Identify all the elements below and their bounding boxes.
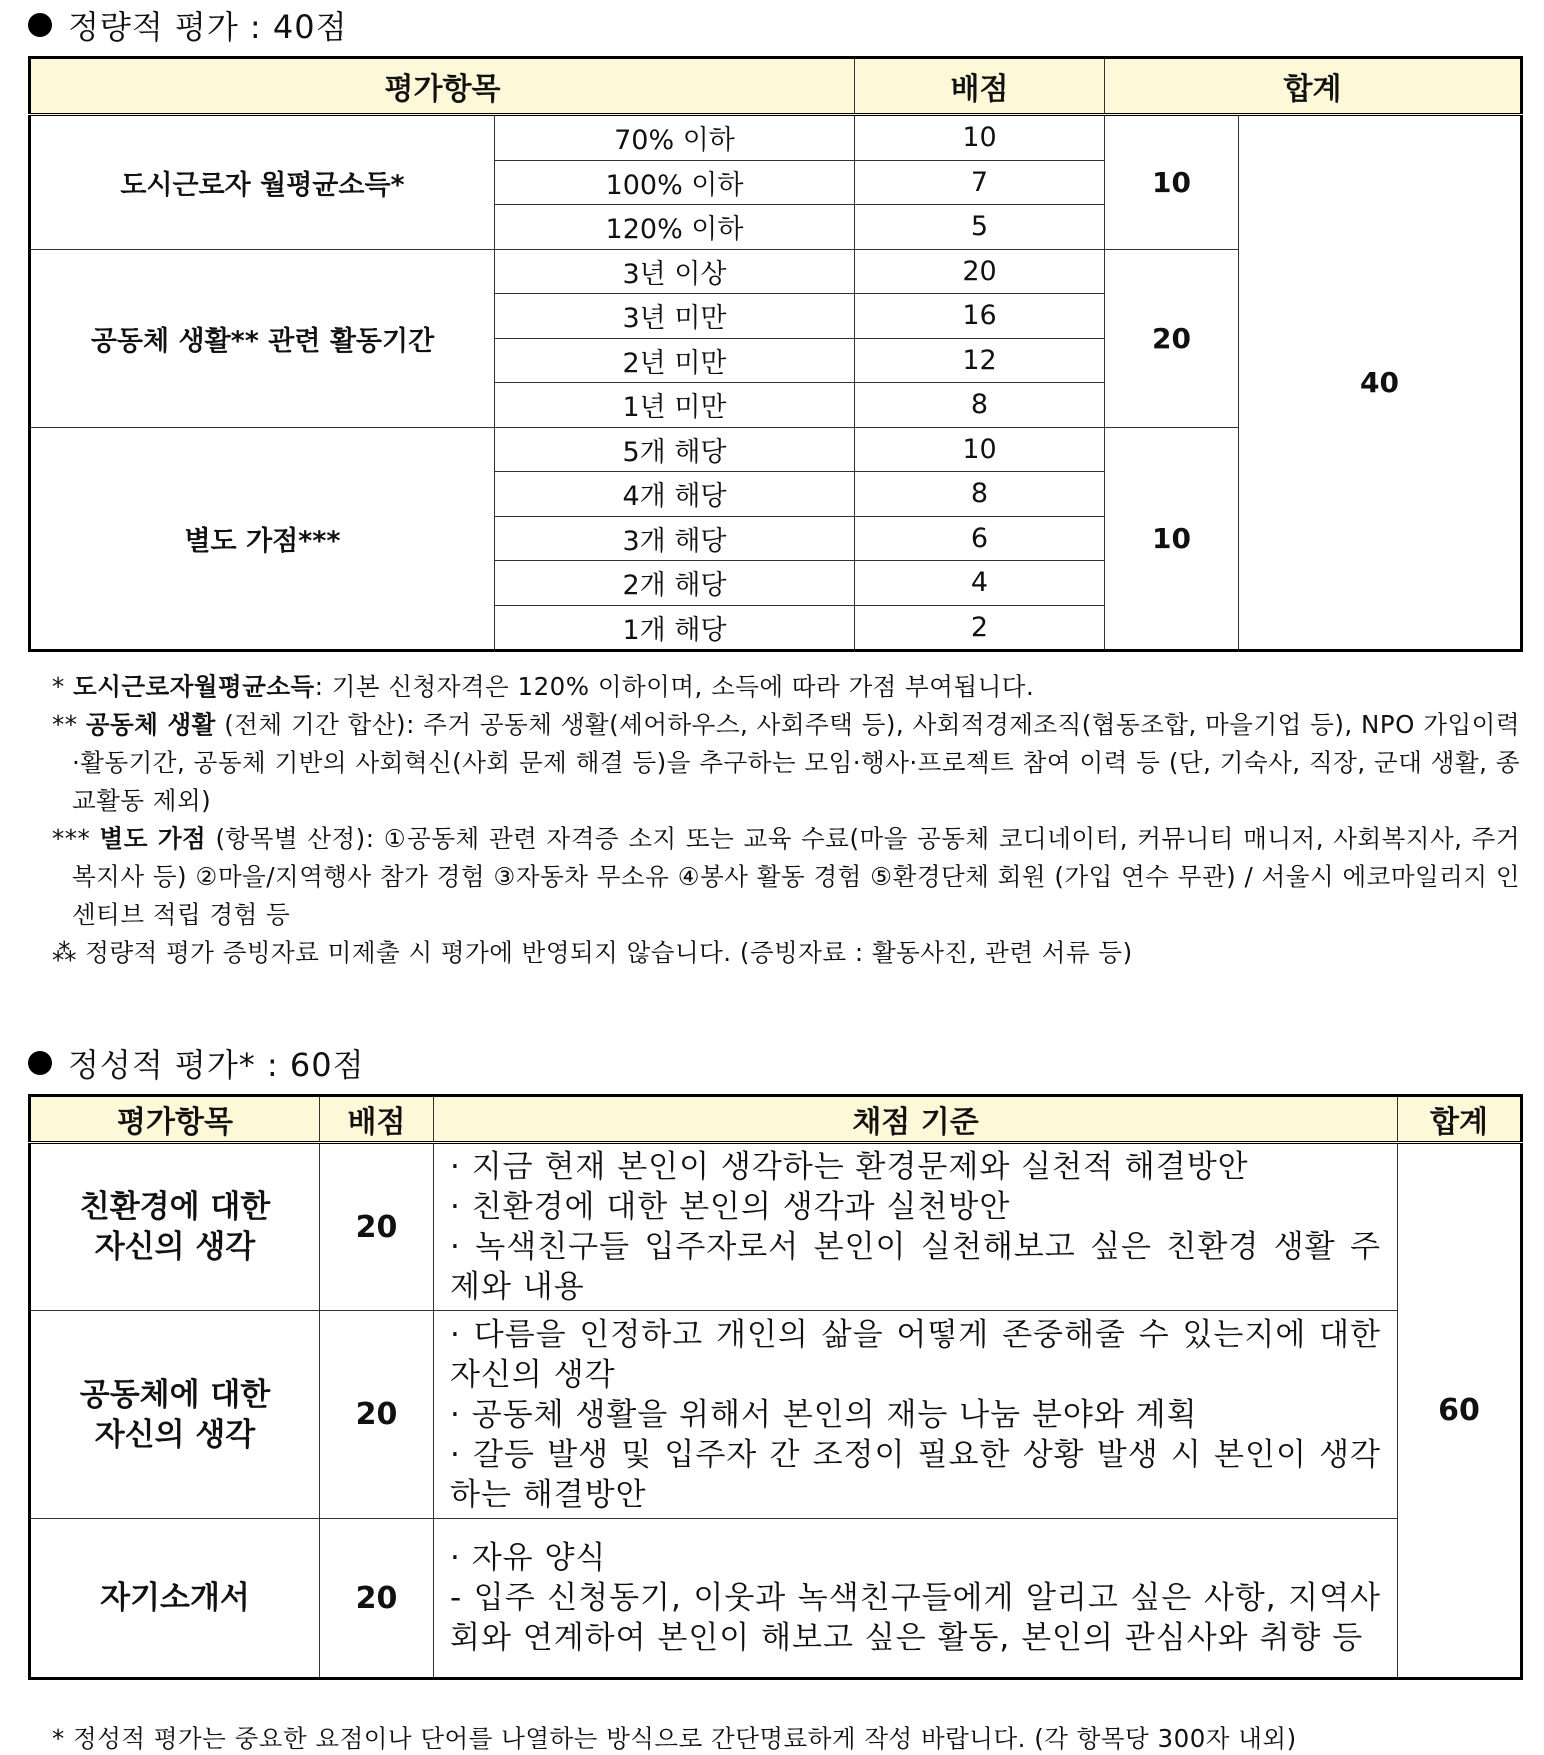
note-term: 별도 가점 xyxy=(99,824,207,853)
qualitative-header-row xyxy=(30,1096,1522,1143)
header-sum: 합계 xyxy=(1105,58,1522,115)
criteria-line: · 다름을 인정하고 개인의 삶을 어떻게 존중해줄 수 있는지에 대한 자신의 생각 xyxy=(450,1316,1381,1393)
note-text: (전체 기간 합산): 주거 공동체 생활(셰어하우스, 사회주택 등), 사회적경제조직(협동조합, 마을기업 등), NPO 가입이력·활동기간, 공동체 기반의 사회혁신(사회 문제 해결 등)을 추구하는 모임·행사·프로젝트 참여 이력 등 (단, 기숙사, 직장, 군대 생활, 종교활동 제외) xyxy=(72,710,1520,815)
criteria-cell xyxy=(434,1143,1398,1311)
item-name-line: 자신의 생각 xyxy=(94,1416,256,1453)
score-cell: 20 xyxy=(320,1311,434,1519)
criterion-cell: 2년 미만 xyxy=(495,338,855,383)
note-community xyxy=(52,706,1520,820)
criterion-cell: 3개 해당 xyxy=(495,516,855,561)
qualitative-footnote: * 정성적 평가는 중요한 요점이나 단어를 나열하는 방식으로 간단명료하게 작성 바랍니다. (각 항목당 300자 내외) xyxy=(52,1724,1297,1753)
score-cell: 20 xyxy=(320,1519,434,1679)
item-name-line: 친환경에 대한 xyxy=(79,1189,271,1225)
score-cell: 6 xyxy=(855,516,1105,561)
score-cell: 8 xyxy=(855,383,1105,428)
note-text: (항목별 산정): ①공동체 관련 자격증 소지 또는 교육 수료(마을 공동체 코디네이터, 커뮤니티 매니저, 사회복지사, 주거복지사 등) ②마을/지역행사 참가 경험 ③자동차 무소유 ④봉사 활동 경험 ⑤환경단체 회원 (가입 연수 무관) / 서울시 에코마일리지 인센티브 적립 경험 등 xyxy=(72,824,1520,929)
note-extra xyxy=(52,820,1520,934)
header-score: 배점 xyxy=(320,1096,434,1143)
bullet-icon xyxy=(28,13,52,37)
quantitative-notes xyxy=(52,668,1520,972)
note-marker: ** xyxy=(52,710,78,739)
score-cell: 20 xyxy=(320,1143,434,1311)
criterion-cell: 5개 해당 xyxy=(495,427,855,472)
qualitative-total: 60 xyxy=(1398,1143,1522,1679)
criteria-cell xyxy=(434,1311,1398,1519)
item-name-line: 자기소개서 xyxy=(100,1580,250,1616)
criterion-cell: 2개 해당 xyxy=(495,561,855,606)
criteria-line: · 자유 양식 xyxy=(450,1540,607,1576)
score-cell: 16 xyxy=(855,294,1105,339)
quantitative-title-text: 정량적 평가 : 40점 xyxy=(68,8,348,46)
header-criteria: 채점 기준 xyxy=(434,1096,1398,1143)
quantitative-total: 40 xyxy=(1239,115,1522,651)
criteria-line: · 친환경에 대한 본인의 생각과 실천방안 xyxy=(450,1189,1011,1225)
criterion-cell: 4개 해당 xyxy=(495,472,855,517)
item-income: 도시근로자 월평균소득* xyxy=(30,115,495,250)
criterion-cell: 1개 해당 xyxy=(495,605,855,651)
criteria-line: · 녹색친구들 입주자로서 본인이 실천해보고 싶은 친환경 생활 주제와 내용 xyxy=(450,1229,1381,1305)
note-evidence xyxy=(52,934,1520,972)
score-cell: 12 xyxy=(855,338,1105,383)
table-row xyxy=(30,115,1522,161)
qualitative-title-text: 정성적 평가* : 60점 xyxy=(68,1046,365,1084)
qualitative-table xyxy=(28,1094,1523,1680)
item-community-period: 공동체 생활** 관련 활동기간 xyxy=(30,249,495,427)
note-term: 공동체 생활 xyxy=(85,710,216,739)
criteria-line: · 공동체 생활을 위해서 본인의 재능 나눔 분야와 계획 xyxy=(450,1396,1198,1433)
note-term: 도시근로자월평균소득 xyxy=(73,672,315,701)
header-score: 배점 xyxy=(855,58,1105,115)
subtotal-extra-points: 10 xyxy=(1105,427,1239,651)
header-item: 평가항목 xyxy=(30,1096,320,1143)
score-cell: 8 xyxy=(855,472,1105,517)
subtotal-community-period: 20 xyxy=(1105,249,1239,427)
score-cell: 7 xyxy=(855,160,1105,205)
quantitative-table xyxy=(28,56,1523,652)
note-text: 정량적 평가 증빙자료 미제출 시 평가에 반영되지 않습니다. (증빙자료 : 활동사진, 관련 서류 등) xyxy=(77,938,1133,967)
criterion-cell: 3년 미만 xyxy=(495,294,855,339)
criterion-cell: 3년 이상 xyxy=(495,249,855,294)
criteria-line: · 갈등 발생 및 입주자 간 조정이 필요한 상황 발생 시 본인이 생각하는 해결방안 xyxy=(450,1436,1381,1513)
quantitative-header-row xyxy=(30,58,1522,115)
note-text: : 기본 신청자격은 120% 이하이며, 소득에 따라 가점 부여됩니다. xyxy=(314,672,1035,701)
subtotal-income: 10 xyxy=(1105,115,1239,250)
note-marker: *** xyxy=(52,824,91,853)
criteria-line: - 입주 신청동기, 이웃과 녹색친구들에게 알리고 싶은 사항, 지역사회와 연계하여 본인이 해보고 싶은 활동, 본인의 관심사와 취향 등 xyxy=(450,1580,1381,1656)
criteria-cell xyxy=(434,1519,1398,1679)
score-cell: 10 xyxy=(855,427,1105,472)
score-cell: 20 xyxy=(855,249,1105,294)
note-marker: * xyxy=(52,672,65,701)
quantitative-section-title xyxy=(28,2,348,48)
item-name-line: 자신의 생각 xyxy=(94,1229,256,1265)
criterion-cell: 100% 이하 xyxy=(495,160,855,205)
score-cell: 5 xyxy=(855,205,1105,250)
table-row xyxy=(30,1143,1522,1311)
header-item: 평가항목 xyxy=(30,58,855,115)
criteria-line: · 지금 현재 본인이 생각하는 환경문제와 실천적 해결방안 xyxy=(450,1149,1249,1185)
item-community xyxy=(30,1311,320,1519)
table-row xyxy=(30,1519,1522,1679)
criterion-cell: 120% 이하 xyxy=(495,205,855,250)
item-eco xyxy=(30,1143,320,1311)
item-extra-points: 별도 가점*** xyxy=(30,427,495,651)
header-sum: 합계 xyxy=(1398,1096,1522,1143)
note-income xyxy=(52,668,1520,706)
score-cell: 10 xyxy=(855,115,1105,161)
table-row xyxy=(30,1311,1522,1519)
score-cell: 2 xyxy=(855,605,1105,651)
qualitative-section-title xyxy=(28,1040,365,1086)
item-name-line: 공동체에 대한 xyxy=(79,1376,271,1413)
criterion-cell: 70% 이하 xyxy=(495,115,855,161)
criterion-cell: 1년 미만 xyxy=(495,383,855,428)
bullet-icon xyxy=(28,1051,52,1075)
item-self-intro xyxy=(30,1519,320,1679)
note-marker: ⁂ xyxy=(52,938,77,967)
score-cell: 4 xyxy=(855,561,1105,606)
